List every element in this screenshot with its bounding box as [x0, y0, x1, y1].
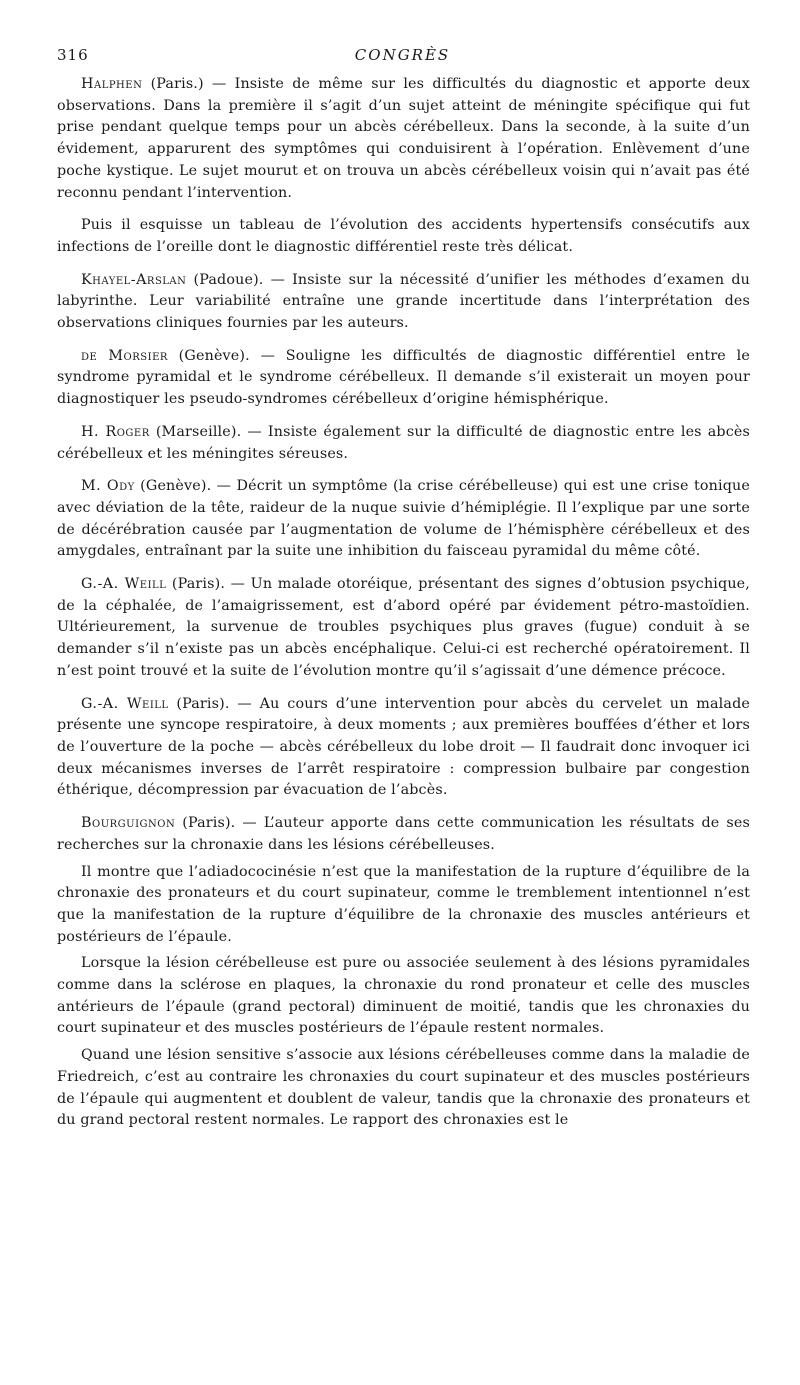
paragraph-text: Quand une lésion sensitive s’associe aux lésions cérébelleuses comme dans la maladie de Friedreich, c’est au contraire les chronaxies du court supinateur et des muscles postérieurs de l’épaule qui augmentent et doublent de valeur, tandis que la chronaxie des pronateurs et du grand pectoral restent normales. Le rapport des chronaxies est le: [57, 1047, 750, 1129]
paragraph-text: (Genève). — Décrit un symptôme (la crise cérébelleuse) qui est une crise tonique avec déviation de la tête, raideur de la nuque suivie d’hémiplégie. Il l’explique par une sorte de décérébration causée par l’augmentation de volume de l’hémisphère cérébelleux et des amygdales, entraînant par la suite une inhibition du faisceau pyramidal du même côté.: [57, 478, 750, 560]
paragraph-text: Lorsque la lésion cérébelleuse est pure ou associée seulement à des lésions pyramidales comme dans la sclérose en plaques, la chronaxie du rond pronateur et celle des muscles antérieurs de l’épaule (grand pectoral) diminuent de moitié, tandis que les chronaxies du court supinateur et des muscles postérieurs de l’épaule restent normales.: [57, 955, 750, 1037]
paragraph-text: (Paris). — Au cours d’une intervention pour abcès du cervelet un malade présente une syncope respiratoire, à deux moments ; aux premières bouffées d’éther et lors de l’ouverture de la poche — abcès cérébelleux du lobe droit — Il faudrait donc invoquer ici deux mécanismes inverses de l’arrêt respiratoire : compression bulbaire par congestion éthérique, décompression par évacuation de l’abcès.: [57, 695, 750, 799]
author-name: G.-A. Weill: [81, 695, 169, 712]
body-text: [57, 74, 750, 1143]
page-number: 316: [57, 46, 89, 64]
paragraph-khayel-arslan: [57, 270, 750, 335]
paragraph-bourguignon-3: [57, 953, 750, 1040]
paragraph-text: (Padoue). — Insiste sur la nécessité d’unifier les méthodes d’examen du labyrinthe. Leur variabilité entraîne une grande incertitude dans l’interprétation des observations cliniques fournies par les auteurs.: [57, 271, 750, 332]
paragraph-bourguignon-4: [57, 1045, 750, 1132]
paragraph-text: Puis il esquisse un tableau de l’évolution des accidents hypertensifs consécutifs aux infections de l’oreille dont le diagnostic différentiel reste très délicat.: [57, 217, 750, 255]
author-name: Halphen: [81, 76, 143, 92]
paragraph-text: (Genève). — Souligne les difficultés de diagnostic différentiel entre le syndrome pyramidal et le syndrome cérébelleux. Il demande s’il existerait un moyen pour diagnostiquer les pseudo-syndromes cérébelleux d’origine hémisphérique.: [57, 347, 750, 408]
paragraph-de-morsier: [57, 346, 750, 411]
author-name: M. Ody: [81, 478, 135, 495]
paragraph-weill-2: [57, 694, 750, 803]
paragraph-text: (Paris). — L’auteur apporte dans cette communication les résultats de ses recherches sur la chronaxie dans les lésions cérébelleuses.: [57, 815, 750, 853]
paragraph-bourguignon-2: [57, 862, 750, 949]
paragraph-roger: [57, 422, 750, 465]
author-name: Bourguignon: [81, 815, 176, 832]
author-name: de Morsier: [81, 347, 168, 364]
paragraph-halphen-continued: [57, 215, 750, 258]
running-header: [57, 46, 748, 66]
paragraph-text: Il montre que l’adiadococinésie n’est que la manifestation de la rupture d’équilibre de la chronaxie des pronateurs et du court supinateur, comme le tremblement intentionnel n’est que la manifestation de la rupture d’équilibre de la chronaxie des muscles antérieurs et postérieurs de l’épaule.: [57, 863, 750, 945]
paragraph-ody: [57, 476, 750, 563]
paragraph-text: (Paris.) — Insiste de même sur les difficultés du diagnostic et apporte deux observations. Dans la première il s’agit d’un sujet atteint de méningite spécifique qui fut prise pendant quelque temps pour un abcès cérébelleux. Dans la seconde, à la suite d’un évidement, apparurent des symptômes qui conduisirent à l’opération. Enlèvement d’une poche kystique. Le sujet mourut et on trouva un abcès cérébelleux voisin qui n’avait pas été reconnu pendant l’intervention.: [57, 76, 750, 201]
paragraph-halphen: [57, 74, 750, 204]
paragraph-text: (Marseille). — Insiste également sur la difficulté de diagnostic entre les abcès cérébelleux et les méningites séreuses.: [57, 423, 750, 462]
running-title: CONGRÈS: [354, 46, 451, 64]
author-name: H. Roger: [81, 423, 150, 440]
author-name: Khayel-Arslan: [81, 271, 187, 288]
paragraph-text: (Paris). — Un malade otoréique, présentant des signes d’obtusion psychique, de la céphalée, de l’amaigrissement, est d’abord opéré par évidement pétro-mastoïdien. Ultérieurement, la survenue de troubles psychiques plus graves (fugue) conduit à se demander s’il n’existe pas un abcès encéphalique. Celui-ci est recherché opératoirement. Il n’est point trouvé et la suite de l’évolution montre qu’il s’agissait d’une démence précoce.: [57, 576, 750, 679]
author-name: G.-A. Weill: [81, 576, 167, 593]
paragraph-bourguignon: [57, 813, 750, 856]
paragraph-weill-1: [57, 574, 750, 683]
